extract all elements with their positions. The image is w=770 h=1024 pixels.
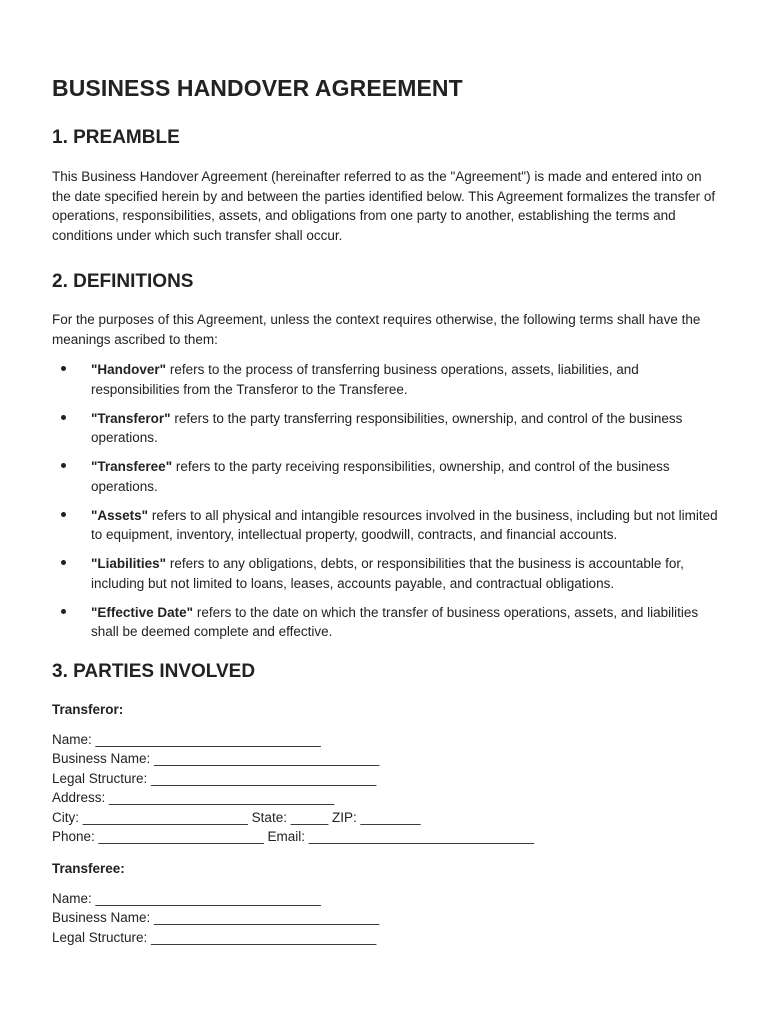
definition-term: "Handover" — [91, 362, 167, 377]
transferee-name-field[interactable]: Name: ______________________________ — [52, 890, 321, 906]
transferee-fields — [52, 889, 718, 948]
preamble-body: This Business Handover Agreement (hereinafter referred to as the "Agreement") is made and entered into on the date specified herein by and between the parties identified below. This Agreement formalizes the transfer of operations, responsibilities, assets, and obligations from one party to another, establishing the terms and conditions under which such transfer shall occur. — [52, 169, 716, 243]
transferee-label: Transferee: — [52, 860, 125, 876]
transferor-city-state-zip-field[interactable]: City: ______________________ State: _____ ZIP: ________ — [52, 809, 421, 825]
transferor-label: Transferor: — [52, 701, 124, 717]
bullet-icon — [61, 463, 66, 468]
transferor-legal-structure-field[interactable]: Legal Structure: ______________________________ — [52, 770, 377, 786]
definition-text: refers to the process of transferring business operations, assets, liabilities, and responsibilities from the Transferor to the Transferee. — [91, 362, 639, 397]
transferor-fields — [52, 730, 718, 847]
transferor-business-name-field[interactable]: Business Name: ______________________________ — [52, 751, 380, 766]
transferor-address-field[interactable]: Address: ______________________________ — [52, 790, 335, 805]
transferor-name-field[interactable]: Name: ______________________________ — [52, 731, 321, 747]
bullet-icon — [61, 609, 66, 614]
definition-text: refers to the date on which the transfer of business operations, assets, and liabilities shall be deemed complete and effective. — [91, 604, 699, 639]
definitions-heading: 2. DEFINITIONS — [52, 271, 194, 292]
document-title: BUSINESS HANDOVER AGREEMENT — [52, 75, 463, 101]
definition-term: "Assets" — [91, 507, 149, 523]
definition-term: "Effective Date" — [91, 604, 194, 620]
bullet-icon — [61, 366, 66, 371]
definition-term: "Liabilities" — [91, 556, 167, 571]
definition-text: refers to any obligations, debts, or responsibilities that the business is accountable for, including but not limited to loans, leases, accounts payable, and contractual obligations. — [91, 556, 684, 591]
definitions-intro: For the purposes of this Agreement, unless the context requires otherwise, the following terms shall have the meanings ascribed to them: — [52, 312, 701, 347]
definition-text: refers to the party receiving responsibilities, ownership, and control of the business operations. — [91, 459, 670, 494]
definition-item — [52, 603, 718, 642]
definition-item — [52, 409, 718, 448]
bullet-icon — [61, 560, 66, 565]
definition-text: refers to all physical and intangible resources involved in the business, including but not limited to equipment, inventory, intellectual property, goodwill, contracts, and financial accounts. — [91, 507, 718, 542]
transferee-legal-structure-field[interactable]: Legal Structure: ______________________________ — [52, 929, 377, 945]
definition-text: refers to the party transferring responsibilities, ownership, and control of the business operations. — [91, 410, 683, 445]
definition-item — [52, 506, 718, 545]
definition-item — [52, 457, 718, 496]
parties-heading: 3. PARTIES INVOLVED — [52, 660, 256, 682]
transferee-business-name-field[interactable]: Business Name: ______________________________ — [52, 910, 380, 925]
definition-item — [52, 554, 718, 593]
preamble-heading: 1. PREAMBLE — [52, 127, 180, 148]
transferor-phone-email-field[interactable]: Phone: ______________________ Email: ______________________________ — [52, 829, 534, 844]
definitions-list — [52, 360, 718, 642]
definition-term: "Transferor" — [91, 410, 171, 426]
definition-item — [52, 360, 718, 399]
definition-term: "Transferee" — [91, 459, 173, 474]
bullet-icon — [61, 415, 66, 420]
bullet-icon — [61, 512, 66, 517]
